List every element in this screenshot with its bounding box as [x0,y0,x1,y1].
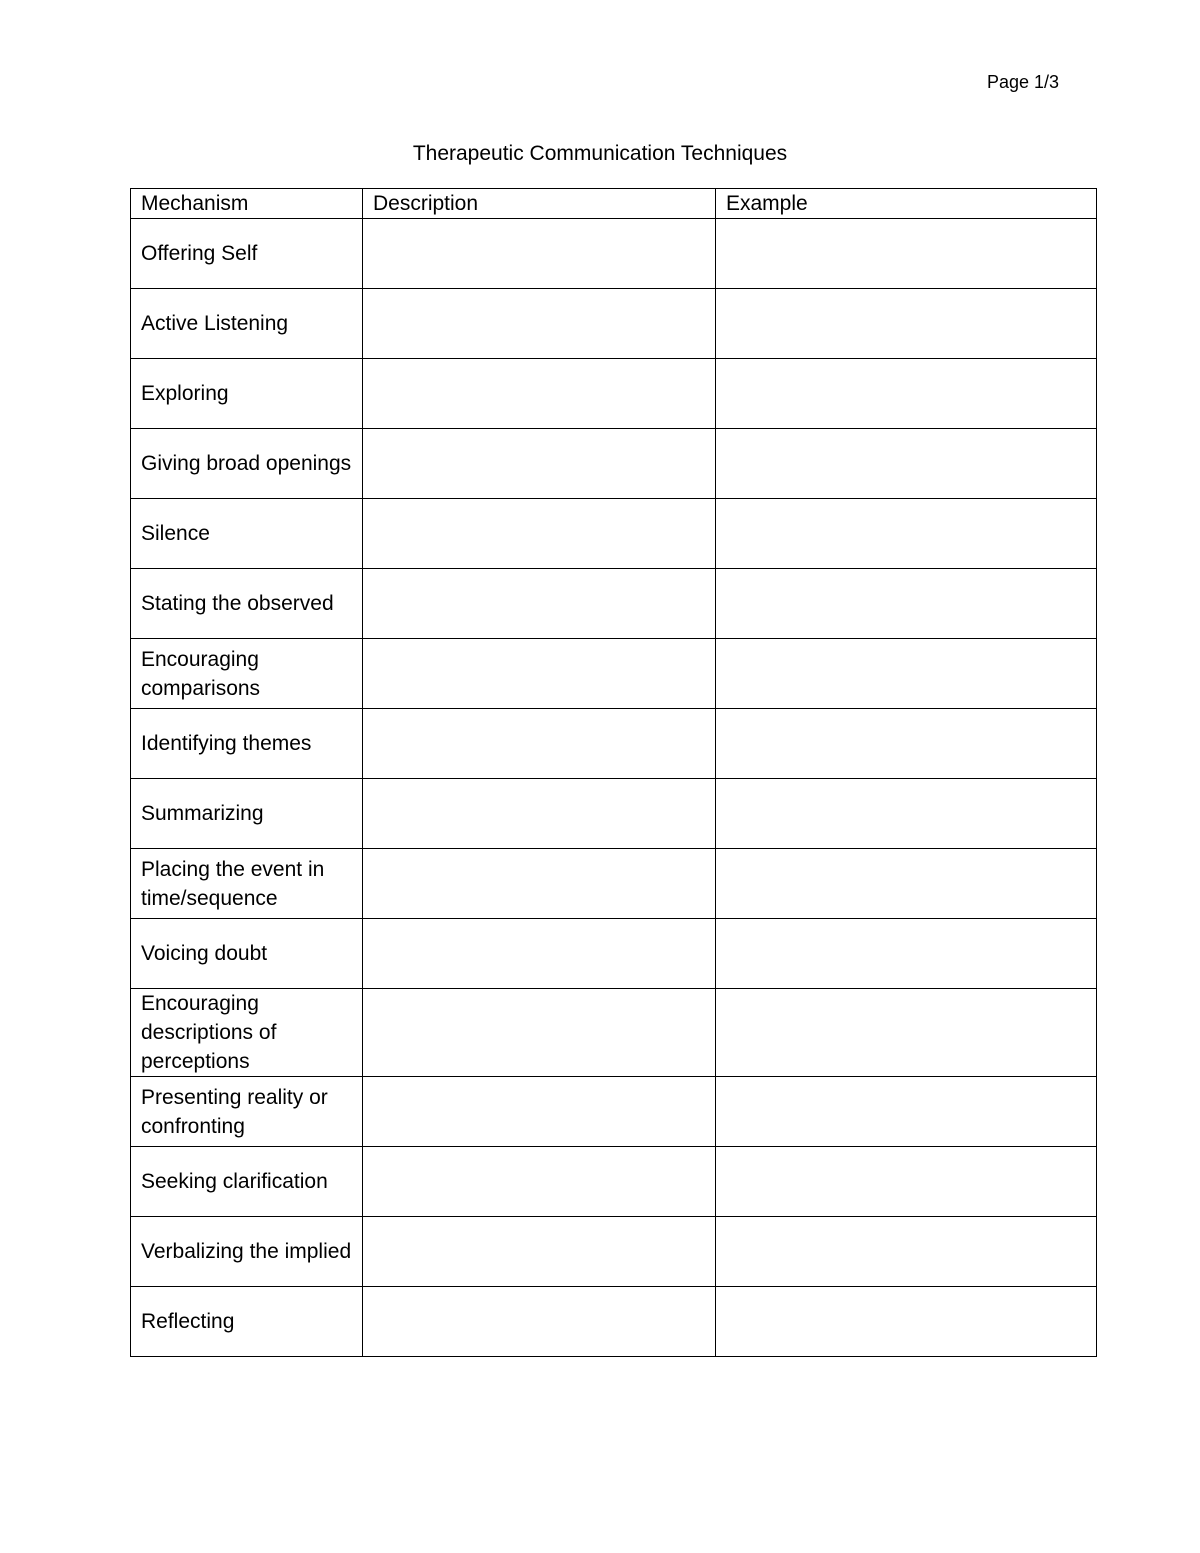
table-row [131,499,1097,569]
example-cell [716,709,1097,779]
table-row [131,429,1097,499]
column-header-description: Description [363,189,716,219]
mechanism-cell: Presenting reality or confronting [131,1077,363,1147]
example-cell [716,219,1097,289]
example-cell [716,1077,1097,1147]
table-row [131,289,1097,359]
description-cell [363,219,716,289]
mechanism-cell: Summarizing [131,779,363,849]
mechanism-cell: Offering Self [131,219,363,289]
mechanism-cell: Reflecting [131,1287,363,1357]
mechanism-cell: Seeking clarification [131,1147,363,1217]
table-row [131,219,1097,289]
table-row [131,1217,1097,1287]
mechanism-cell: Active Listening [131,289,363,359]
table-row [131,919,1097,989]
mechanism-cell: Identifying themes [131,709,363,779]
example-cell [716,359,1097,429]
mechanism-cell: Verbalizing the implied [131,1217,363,1287]
table-row [131,779,1097,849]
table-row [131,849,1097,919]
example-cell [716,639,1097,709]
description-cell [363,499,716,569]
table-row [131,1147,1097,1217]
description-cell [363,1217,716,1287]
description-cell [363,989,716,1077]
description-cell [363,709,716,779]
table-header-row [131,189,1097,219]
column-header-mechanism: Mechanism [131,189,363,219]
example-cell [716,779,1097,849]
document-title: Therapeutic Communication Techniques [412,142,788,165]
description-cell [363,289,716,359]
example-cell [716,499,1097,569]
example-cell [716,1147,1097,1217]
example-cell [716,849,1097,919]
table-row [131,989,1097,1077]
description-cell [363,919,716,989]
mechanism-cell: Voicing doubt [131,919,363,989]
mechanism-cell: Placing the event in time/sequence [131,849,363,919]
example-cell [716,919,1097,989]
table-row [131,639,1097,709]
description-cell [363,569,716,639]
description-cell [363,429,716,499]
table-row [131,359,1097,429]
description-cell [363,849,716,919]
description-cell [363,1147,716,1217]
description-cell [363,639,716,709]
mechanism-cell: Encouraging descriptions of perceptions [131,989,363,1077]
mechanism-cell: Encouraging comparisons [131,639,363,709]
description-cell [363,1287,716,1357]
mechanism-cell: Exploring [131,359,363,429]
example-cell [716,569,1097,639]
mechanism-cell: Giving broad openings [131,429,363,499]
description-cell [363,1077,716,1147]
example-cell [716,989,1097,1077]
description-cell [363,359,716,429]
column-header-example: Example [716,189,1097,219]
techniques-table [130,188,1097,1357]
page-number: Page 1/3 [986,72,1059,92]
mechanism-cell: Stating the observed [131,569,363,639]
example-cell [716,429,1097,499]
table-row [131,709,1097,779]
description-cell [363,779,716,849]
table-row [131,1287,1097,1357]
example-cell [716,1287,1097,1357]
table-row [131,569,1097,639]
table-row [131,1077,1097,1147]
example-cell [716,289,1097,359]
mechanism-cell: Silence [131,499,363,569]
example-cell [716,1217,1097,1287]
